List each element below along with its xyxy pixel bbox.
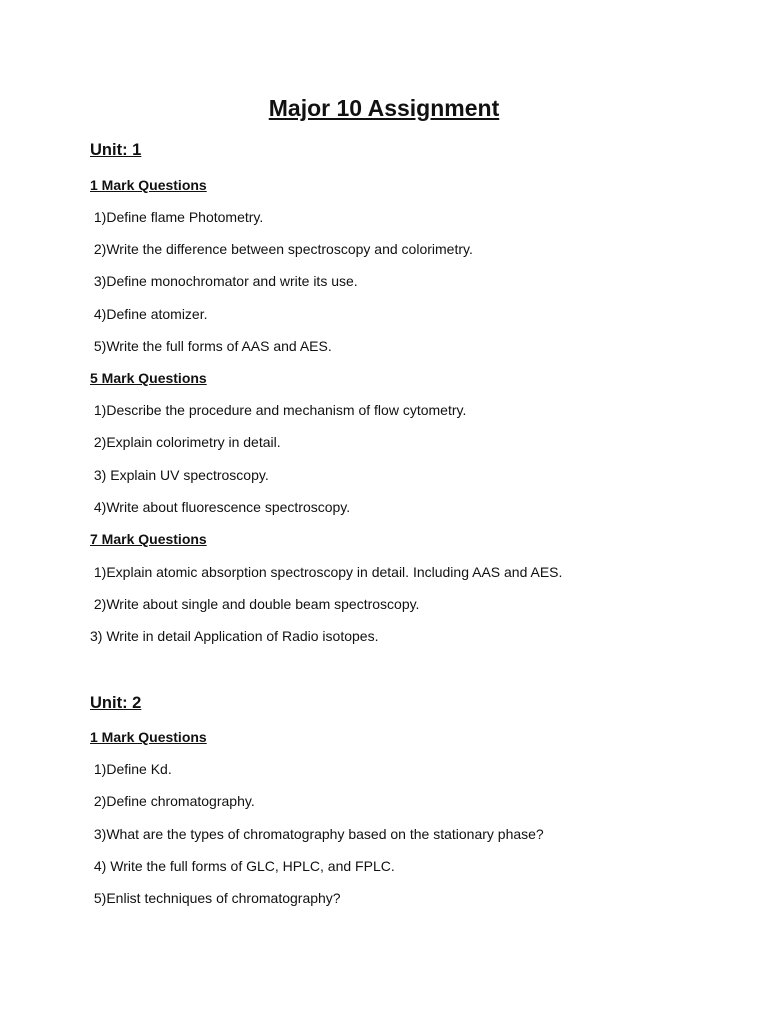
- section-heading: 5 Mark Questions: [90, 370, 207, 386]
- question-item: 3)What are the types of chromatography based on the stationary phase?: [90, 826, 544, 842]
- question-item: 4) Write the full forms of GLC, HPLC, and FPLC.: [90, 858, 395, 874]
- question-item: 2)Write the difference between spectroscopy and colorimetry.: [90, 241, 473, 257]
- section-heading: 7 Mark Questions: [90, 531, 207, 547]
- question-item: 3) Write in detail Application of Radio isotopes.: [90, 628, 379, 644]
- unit-heading: Unit: 1: [90, 141, 142, 159]
- question-item: 5)Enlist techniques of chromatography?: [90, 890, 341, 906]
- question-item: 4)Write about fluorescence spectroscopy.: [90, 499, 351, 515]
- document-title: Major 10 Assignment: [268, 95, 500, 121]
- question-item: 1)Describe the procedure and mechanism of flow cytometry.: [90, 402, 467, 418]
- question-item: 1)Define Kd.: [90, 761, 172, 777]
- question-item: 1)Explain atomic absorption spectroscopy in detail. Including AAS and AES.: [90, 564, 563, 580]
- question-item: 2)Define chromatography.: [90, 793, 255, 809]
- question-item: 3)Define monochromator and write its use.: [90, 273, 358, 289]
- question-item: 3) Explain UV spectroscopy.: [90, 467, 269, 483]
- question-item: 2)Write about single and double beam spectroscopy.: [90, 596, 420, 612]
- question-item: 4)Define atomizer.: [90, 306, 208, 322]
- unit-heading: Unit: 2: [90, 694, 142, 712]
- question-item: 5)Write the full forms of AAS and AES.: [90, 338, 332, 354]
- question-item: 1)Define flame Photometry.: [90, 209, 264, 225]
- section-heading: 1 Mark Questions: [90, 177, 207, 193]
- question-item: 2)Explain colorimetry in detail.: [90, 434, 281, 450]
- section-heading: 1 Mark Questions: [90, 729, 207, 745]
